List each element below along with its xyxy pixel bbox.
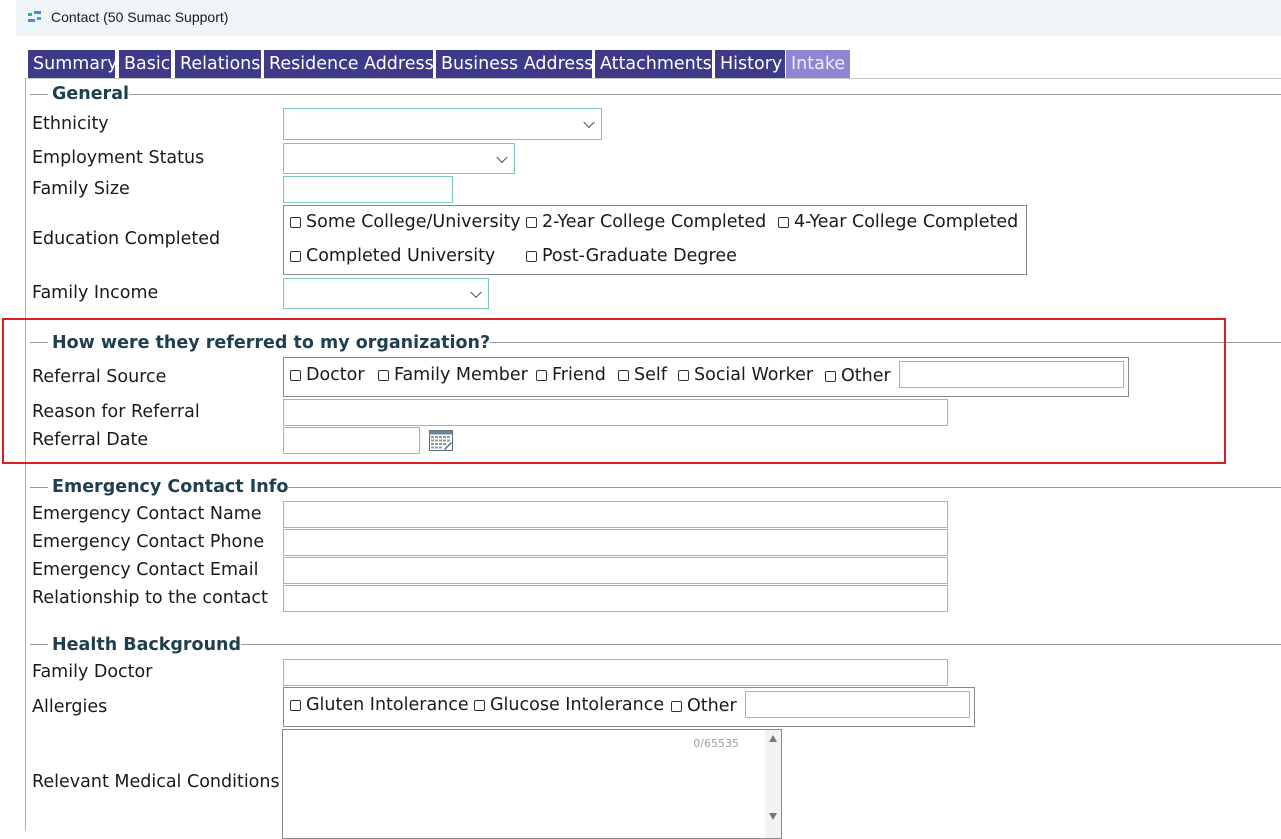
section-divider bbox=[30, 487, 48, 488]
tab-summary[interactable]: Summary bbox=[28, 50, 115, 78]
reason-for-referral-label: Reason for Referral bbox=[32, 402, 200, 422]
ethnicity-label: Ethnicity bbox=[32, 114, 109, 134]
relationship-label: Relationship to the contact bbox=[32, 588, 268, 608]
family-doctor-label: Family Doctor bbox=[32, 662, 153, 682]
tab-residence-address[interactable]: Residence Address bbox=[264, 50, 433, 78]
education-option-label: 2-Year College Completed bbox=[542, 212, 767, 232]
tab-attachments[interactable]: Attachments bbox=[595, 50, 712, 78]
allergy-option-label: Gluten Intolerance bbox=[306, 695, 469, 715]
employment-status-select[interactable] bbox=[283, 143, 515, 174]
referral-option-label: Self bbox=[634, 365, 667, 385]
scroll-up-icon[interactable] bbox=[769, 735, 777, 742]
allergy-gluten-checkbox[interactable] bbox=[290, 700, 301, 711]
referral-date-label: Referral Date bbox=[32, 430, 149, 450]
section-divider bbox=[220, 644, 1281, 645]
education-2-year-checkbox[interactable] bbox=[526, 217, 537, 228]
education-completed-university-checkbox[interactable] bbox=[290, 251, 301, 262]
allergy-glucose-checkbox[interactable] bbox=[474, 700, 485, 711]
education-option-label: Completed University bbox=[306, 246, 496, 266]
education-completed-label: Education Completed bbox=[32, 229, 221, 249]
allergy-option-label: Other bbox=[687, 696, 737, 716]
relationship-input[interactable] bbox=[283, 585, 948, 612]
referral-option-label: Friend bbox=[552, 365, 606, 385]
window-title: Contact (50 Sumac Support) bbox=[51, 9, 229, 25]
family-doctor-input[interactable] bbox=[283, 659, 948, 686]
emergency-name-input[interactable] bbox=[283, 501, 948, 528]
content-top-border bbox=[25, 78, 1281, 79]
tab-history[interactable]: History bbox=[715, 50, 785, 78]
emergency-email-input[interactable] bbox=[283, 557, 948, 584]
referral-option-label: Social Worker bbox=[694, 365, 814, 385]
section-divider bbox=[122, 94, 1281, 95]
general-legend: General bbox=[52, 84, 129, 104]
education-option-label: Some College/University bbox=[306, 212, 521, 232]
tab-relations[interactable]: Relations bbox=[175, 50, 261, 78]
emergency-phone-label: Emergency Contact Phone bbox=[32, 532, 265, 552]
chevron-down-icon bbox=[496, 151, 507, 162]
allergy-option-label: Glucose Intolerance bbox=[490, 695, 665, 715]
highlight-box bbox=[2, 318, 1226, 464]
family-income-select[interactable] bbox=[283, 278, 489, 309]
education-some-college-checkbox[interactable] bbox=[290, 217, 301, 228]
emergency-phone-input[interactable] bbox=[283, 529, 948, 556]
chevron-down-icon bbox=[583, 117, 594, 128]
medical-conditions-textarea[interactable] bbox=[282, 729, 782, 839]
emergency-name-label: Emergency Contact Name bbox=[32, 504, 262, 524]
referral-legend: How were they referred to my organization? bbox=[52, 333, 491, 353]
allergy-other-input[interactable] bbox=[745, 691, 970, 718]
scroll-down-icon[interactable] bbox=[769, 813, 777, 820]
section-divider bbox=[266, 487, 1281, 488]
education-option-label: Post-Graduate Degree bbox=[542, 246, 737, 266]
character-counter: 0/65535 bbox=[693, 737, 739, 750]
family-size-label: Family Size bbox=[32, 179, 130, 199]
referral-source-label: Referral Source bbox=[32, 367, 167, 387]
chevron-down-icon bbox=[470, 286, 481, 297]
family-size-input[interactable] bbox=[283, 176, 453, 203]
referral-option-label: Doctor bbox=[306, 365, 365, 385]
window-titlebar bbox=[16, 0, 1281, 36]
emergency-email-label: Emergency Contact Email bbox=[32, 560, 259, 580]
referral-option-label: Family Member bbox=[394, 365, 528, 385]
emergency-legend: Emergency Contact Info bbox=[52, 477, 289, 497]
education-post-graduate-checkbox[interactable] bbox=[526, 251, 537, 262]
employment-status-label: Employment Status bbox=[32, 148, 205, 168]
tab-intake[interactable]: Intake bbox=[786, 50, 850, 78]
textarea-scrollbar[interactable] bbox=[765, 730, 781, 838]
family-income-label: Family Income bbox=[32, 283, 159, 303]
tab-basic[interactable]: Basic bbox=[119, 50, 171, 78]
app-logo-icon bbox=[28, 11, 42, 25]
allergy-other-checkbox[interactable] bbox=[671, 701, 682, 712]
allergies-label: Allergies bbox=[32, 697, 108, 717]
health-legend: Health Background bbox=[52, 635, 242, 655]
section-divider bbox=[30, 94, 48, 95]
section-divider bbox=[30, 644, 48, 645]
education-4-year-checkbox[interactable] bbox=[778, 217, 789, 228]
medical-conditions-label: Relevant Medical Conditions bbox=[32, 772, 280, 792]
referral-option-label: Other bbox=[841, 366, 891, 386]
education-option-label: 4-Year College Completed bbox=[794, 212, 1019, 232]
tab-business-address[interactable]: Business Address bbox=[436, 50, 592, 78]
ethnicity-select[interactable] bbox=[283, 108, 602, 140]
